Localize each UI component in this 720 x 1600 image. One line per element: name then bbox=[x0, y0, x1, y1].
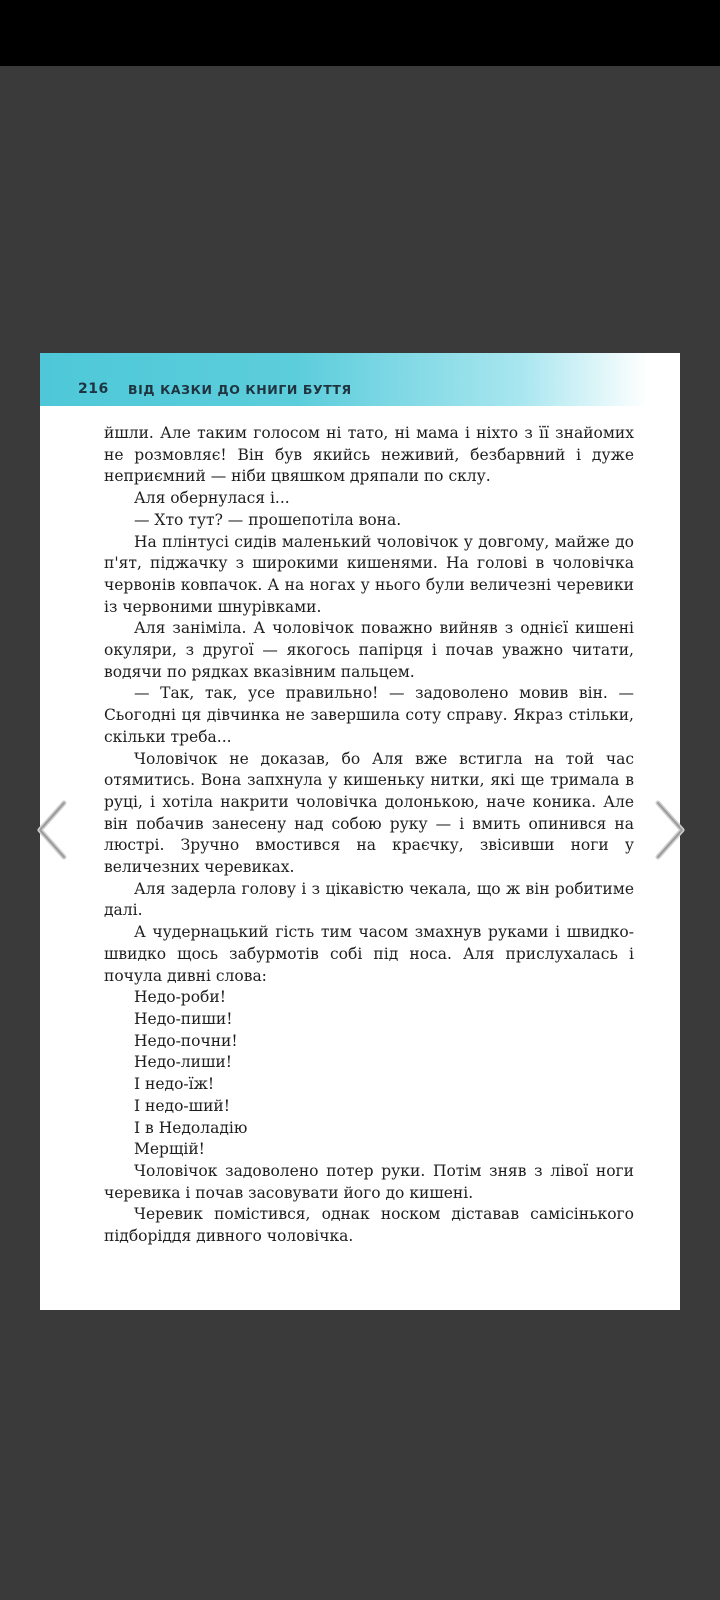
next-page-button[interactable] bbox=[652, 800, 688, 860]
paragraph: — Так, так, усе правильно! — задоволено мовив він. — Сьогодні ця дівчинка не завершила соту справу. Якраз стільки, скільки треба... bbox=[104, 684, 634, 746]
verse-line: І недо-ший! bbox=[134, 1096, 230, 1115]
paragraph: А чудернацький гість тим часом змахнув руками і швидко-швидко щось забурмотів собі під носа. Аля прислухалась і почула дивні слова: bbox=[104, 923, 634, 985]
book-page[interactable] bbox=[40, 353, 680, 1310]
chevron-right-icon bbox=[652, 800, 688, 860]
paragraph: йшли. Але таким голосом ні тато, ні мама і ніхто з її знайомих не розмовляє! Він був якийсь неживий, безбарвний і дуже неприємний — ніби цвяшком дряпали по склу. bbox=[104, 424, 634, 486]
verse-line: Недо-роби! bbox=[134, 988, 226, 1007]
running-title: ВІД КАЗКИ ДО КНИГИ БУТТЯ bbox=[128, 382, 352, 397]
status-bar bbox=[0, 0, 720, 66]
paragraph: На плінтусі сидів маленький чоловічок у довгому, майже до п'ят, піджачку з широкими кишенями. На голові в чоловічка червонів ковпачок. А на ногах у нього були величезні черевики із червоними шнурівками. bbox=[104, 532, 634, 616]
page-text bbox=[104, 423, 634, 1248]
paragraph: Аля заніміла. А чоловічок поважно вийняв з однієї кишені окуляри, з другої — якогось папірця і почав уважно читати, водячи по рядках вказівним пальцем. bbox=[104, 619, 634, 681]
previous-page-button[interactable] bbox=[34, 800, 70, 860]
paragraph: — Хто тут? — прошепотіла вона. bbox=[134, 510, 402, 529]
paragraph: Черевик помістився, однак носком діставав самісінького підборіддя дивного чоловічка. bbox=[104, 1205, 634, 1246]
verse-line: І в Недоладію bbox=[134, 1118, 248, 1137]
verse-line: Недо-лиши! bbox=[134, 1053, 232, 1072]
paragraph: Аля обернулася і... bbox=[134, 489, 290, 508]
paragraph: Чоловічок задоволено потер руки. Потім зняв з лівої ноги черевика і почав засовувати його до кишені. bbox=[104, 1161, 634, 1202]
verse-line: Недо-пиши! bbox=[134, 1009, 233, 1028]
paragraph: Чоловічок не доказав, бо Аля вже встигла на той час отямитись. Вона запхнула у кишеньку нитки, які ще тримала в руці, і хотіла накрити чоловічка долонькою, наче коника. Але він побачив занесену над собою руку — і вмить опинився на люстрі. Зручно вмостився на краєчку, звісивши ноги у величезних черевиках. bbox=[104, 749, 634, 877]
chevron-left-icon bbox=[34, 800, 70, 860]
page-number: 216 bbox=[78, 381, 109, 397]
verse-line: Мерщій! bbox=[134, 1140, 205, 1159]
verse-line: Недо-почни! bbox=[134, 1031, 238, 1050]
verse-line: І недо-їж! bbox=[134, 1075, 215, 1094]
page-header bbox=[40, 353, 680, 406]
paragraph: Аля задерла голову і з цікавістю чекала, що ж він робитиме далі. bbox=[104, 879, 634, 920]
